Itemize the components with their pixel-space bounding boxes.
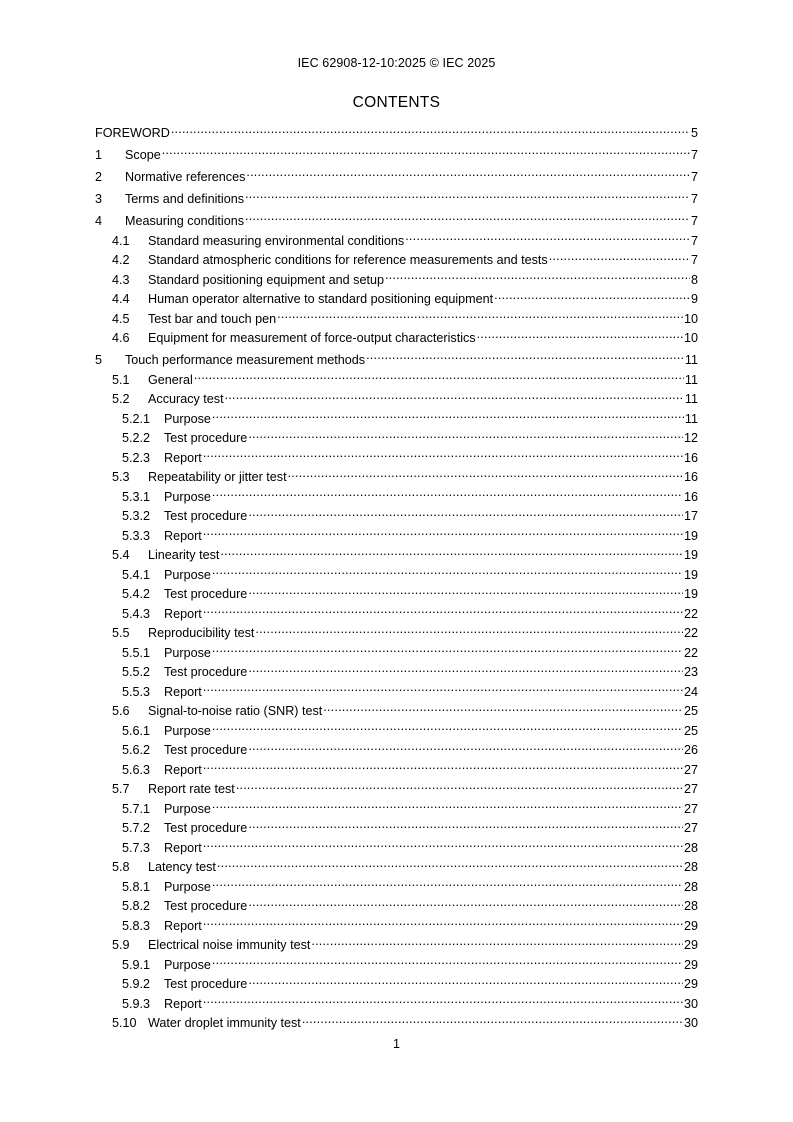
toc-entry-page: 28 [683, 879, 698, 894]
toc-entry-page: 27 [683, 801, 698, 816]
toc-entry[interactable] [95, 144, 698, 166]
contents-title: CONTENTS [352, 94, 441, 111]
dot-leader [248, 819, 683, 832]
toc-entry-number: 5.4.2 [122, 587, 151, 601]
toc-entry[interactable] [95, 232, 698, 252]
dot-leader [245, 190, 690, 203]
dot-leader [203, 839, 683, 852]
toc-entry-title: Report [164, 684, 202, 699]
toc-entry-title: Linearity test [148, 548, 220, 562]
toc-entry[interactable] [95, 290, 698, 310]
toc-entry[interactable] [95, 878, 698, 898]
dot-leader [248, 429, 683, 442]
toc-entry[interactable] [95, 329, 698, 349]
toc-entry-number: 5.3.2 [122, 509, 151, 523]
table-of-contents [95, 124, 698, 1034]
toc-entry[interactable] [95, 702, 698, 722]
toc-entry-number: 5.9.3 [122, 996, 151, 1011]
dot-leader [194, 371, 684, 384]
dot-leader [248, 585, 683, 598]
dot-leader [212, 722, 683, 735]
toc-entry-page: 22 [683, 626, 698, 640]
toc-entry-title: Normative references [125, 169, 246, 184]
dot-leader [405, 232, 690, 245]
toc-entry[interactable] [95, 390, 698, 410]
dot-leader [212, 878, 683, 891]
dot-leader [171, 124, 690, 137]
toc-entry[interactable] [95, 897, 698, 917]
toc-entry[interactable] [95, 722, 698, 742]
toc-entry-number: 5.6.1 [122, 723, 151, 738]
toc-entry-page: 10 [683, 331, 698, 345]
toc-entry-page: 7 [690, 169, 698, 184]
toc-entry-number: 5.9.1 [122, 957, 151, 972]
dot-leader [212, 800, 683, 813]
dot-leader [203, 761, 683, 774]
toc-entry-number: 5.8 [112, 860, 130, 874]
toc-entry-page: 10 [683, 311, 698, 326]
toc-entry[interactable] [95, 410, 698, 430]
toc-entry-page: 23 [683, 665, 698, 679]
toc-entry-title: FOREWORD [95, 126, 170, 140]
toc-entry-title: Report [164, 840, 202, 855]
dot-leader [366, 351, 684, 364]
toc-entry-page: 17 [683, 509, 698, 523]
toc-entry[interactable] [95, 468, 698, 488]
toc-entry-title: Standard measuring environmental conditions [148, 233, 405, 248]
toc-entry[interactable] [95, 995, 698, 1015]
toc-entry-number: 5.10 [112, 1016, 137, 1030]
toc-entry[interactable] [95, 858, 698, 878]
toc-entry-number: 5.5.2 [122, 665, 151, 679]
toc-entry-page: 12 [683, 431, 698, 445]
toc-entry-page: 7 [690, 253, 698, 267]
toc-entry[interactable] [95, 663, 698, 683]
toc-entry-title: Purpose [164, 879, 211, 894]
toc-entry-title: Human operator alternative to standard positioning equipment [148, 292, 494, 306]
dot-leader [203, 917, 683, 930]
toc-entry[interactable] [95, 624, 698, 644]
dot-leader [203, 527, 683, 540]
toc-entry-title: General [148, 372, 193, 387]
toc-entry[interactable] [95, 683, 698, 703]
toc-entry[interactable] [95, 1014, 698, 1034]
toc-entry-title: Report [164, 918, 202, 933]
toc-entry-number: 5.4.3 [122, 606, 151, 621]
toc-entry-number: 5.2.2 [122, 431, 151, 445]
toc-entry[interactable] [95, 488, 698, 508]
toc-entry-title: Report [164, 762, 202, 777]
toc-entry-title: Purpose [164, 801, 211, 816]
toc-entry-title: Measuring conditions [125, 213, 245, 228]
toc-entry-number: 5.1 [112, 372, 130, 387]
toc-entry-page: 30 [683, 1016, 698, 1030]
toc-entry[interactable] [95, 507, 698, 527]
dot-leader [212, 956, 683, 969]
dot-leader [248, 975, 683, 988]
toc-entry-title: Report [164, 996, 202, 1011]
dot-leader [203, 605, 683, 618]
dot-leader [494, 290, 690, 303]
toc-entry-title: Purpose [164, 723, 211, 738]
toc-entry-number: 2 [95, 169, 103, 184]
toc-entry-number: 5.8.3 [122, 918, 151, 933]
dot-leader [248, 663, 683, 676]
toc-entry-number: 5.7.2 [122, 821, 151, 835]
toc-entry-title: Report [164, 528, 202, 543]
toc-entry-number: 5.5 [112, 626, 130, 640]
toc-entry-title: Report rate test [148, 782, 235, 796]
toc-entry[interactable] [95, 956, 698, 976]
toc-entry-title: Report [164, 606, 202, 621]
toc-entry-number: 5.3.3 [122, 528, 151, 543]
toc-entry[interactable] [95, 124, 698, 144]
toc-entry-title: Reproducibility test [148, 626, 255, 640]
toc-entry-number: 5.5.1 [122, 645, 151, 660]
page-number: 1 [393, 1037, 400, 1051]
dot-leader [255, 624, 683, 637]
toc-entry-page: 11 [684, 392, 698, 406]
toc-entry-title: Accuracy test [148, 392, 224, 406]
toc-entry-page: 29 [683, 938, 698, 952]
toc-entry[interactable] [95, 527, 698, 547]
toc-entry[interactable] [95, 449, 698, 469]
toc-entry-page: 29 [683, 957, 698, 972]
toc-entry-title: Purpose [164, 957, 211, 972]
dot-leader [385, 271, 690, 284]
toc-entry-page: 16 [683, 450, 698, 465]
toc-entry-page: 30 [683, 996, 698, 1011]
toc-entry-title: Test procedure [164, 587, 248, 601]
dot-leader [277, 310, 683, 323]
toc-entry-number: 4.4 [112, 292, 130, 306]
dot-leader [288, 468, 683, 481]
dot-leader [212, 644, 683, 657]
toc-entry-title: Test procedure [164, 977, 248, 991]
toc-entry-number: 4.2 [112, 253, 130, 267]
toc-entry-number: 5.4.1 [122, 567, 151, 582]
toc-entry-page: 11 [684, 352, 698, 367]
toc-entry-number: 5.2.1 [122, 411, 151, 426]
toc-entry[interactable] [95, 741, 698, 761]
toc-entry-page: 27 [683, 762, 698, 777]
dot-leader [236, 780, 683, 793]
toc-entry-number: 5.4 [112, 548, 130, 562]
toc-entry-page: 29 [683, 977, 698, 991]
toc-entry-title: Test bar and touch pen [148, 311, 277, 326]
dot-leader [323, 702, 683, 715]
toc-entry-title: Test procedure [164, 431, 248, 445]
toc-entry-title: Purpose [164, 645, 211, 660]
dot-leader [311, 936, 683, 949]
toc-entry-title: Signal-to-noise ratio (SNR) test [148, 704, 323, 718]
toc-entry[interactable] [95, 251, 698, 271]
toc-entry[interactable] [95, 349, 698, 371]
toc-entry-number: 1 [95, 147, 103, 162]
dot-leader [203, 449, 683, 462]
toc-entry-number: 5.9.2 [122, 977, 151, 991]
toc-entry-page: 25 [683, 704, 698, 718]
toc-entry-title: Test procedure [164, 821, 248, 835]
toc-entry-number: 4.5 [112, 311, 130, 326]
toc-entry-page: 26 [683, 743, 698, 757]
toc-entry-page: 7 [690, 233, 698, 248]
dot-leader [248, 741, 683, 754]
toc-entry-page: 28 [683, 840, 698, 855]
toc-entry-page: 27 [683, 782, 698, 796]
toc-entry-page: 16 [683, 489, 698, 504]
page-header: IEC 62908-12-10:2025 © IEC 2025 [297, 56, 496, 70]
dot-leader [549, 251, 690, 264]
toc-entry-page: 16 [683, 470, 698, 484]
toc-entry-number: 5.7.3 [122, 840, 151, 855]
dot-leader [302, 1014, 683, 1027]
toc-entry-page: 5 [690, 126, 698, 140]
toc-entry-number: 5.2 [112, 392, 130, 406]
toc-entry-number: 5.9 [112, 938, 130, 952]
toc-entry-page: 22 [683, 645, 698, 660]
dot-leader [162, 146, 690, 159]
toc-entry[interactable] [95, 936, 698, 956]
toc-entry-page: 19 [683, 548, 698, 562]
toc-entry[interactable] [95, 166, 698, 188]
toc-entry[interactable] [95, 188, 698, 210]
dot-leader [248, 897, 683, 910]
toc-entry-page: 25 [683, 723, 698, 738]
toc-entry-page: 28 [683, 899, 698, 913]
toc-entry[interactable] [95, 210, 698, 232]
toc-entry[interactable] [95, 917, 698, 937]
toc-entry-title: Test procedure [164, 743, 248, 757]
toc-entry-title: Repeatability or jitter test [148, 470, 287, 484]
toc-entry[interactable] [95, 271, 698, 291]
toc-entry-title: Purpose [164, 567, 211, 582]
toc-entry-number: 5.7 [112, 782, 130, 796]
toc-entry-number: 4.3 [112, 272, 130, 287]
toc-entry-number: 4.6 [112, 331, 130, 345]
toc-entry-number: 5.3 [112, 470, 130, 484]
dot-leader [220, 546, 683, 559]
dot-leader [248, 507, 683, 520]
toc-entry-page: 11 [684, 372, 698, 387]
dot-leader [203, 683, 683, 696]
toc-entry[interactable] [95, 761, 698, 781]
dot-leader [212, 566, 683, 579]
toc-entry-number: 5.8.2 [122, 899, 151, 913]
toc-entry-title: Test procedure [164, 665, 248, 679]
toc-entry-title: Test procedure [164, 509, 248, 523]
toc-entry-number: 5.2.3 [122, 450, 151, 465]
toc-entry-page: 28 [683, 860, 698, 874]
toc-entry-title: Test procedure [164, 899, 248, 913]
toc-entry-page: 7 [690, 147, 698, 162]
toc-entry[interactable] [95, 605, 698, 625]
toc-entry[interactable] [95, 839, 698, 859]
toc-entry-number: 5 [95, 352, 103, 367]
toc-entry-page: 19 [683, 567, 698, 582]
toc-entry-page: 29 [683, 918, 698, 933]
toc-entry-page: 11 [684, 411, 698, 426]
toc-entry[interactable] [95, 644, 698, 664]
toc-entry[interactable] [95, 975, 698, 995]
toc-entry-number: 5.3.1 [122, 489, 151, 504]
toc-entry-number: 5.6.2 [122, 743, 151, 757]
toc-entry-page: 24 [683, 684, 698, 699]
dot-leader [477, 329, 683, 342]
toc-entry-number: 4.1 [112, 233, 130, 248]
toc-entry-number: 5.7.1 [122, 801, 151, 816]
toc-entry[interactable] [95, 310, 698, 330]
toc-entry-title: Purpose [164, 411, 211, 426]
toc-entry-number: 5.6.3 [122, 762, 151, 777]
toc-entry[interactable] [95, 585, 698, 605]
dot-leader [217, 858, 683, 871]
toc-entry[interactable] [95, 566, 698, 586]
dot-leader [246, 168, 690, 181]
toc-entry[interactable] [95, 429, 698, 449]
toc-entry-number: 5.5.3 [122, 684, 151, 699]
toc-entry-title: Equipment for measurement of force-output characteristics [148, 331, 476, 345]
toc-entry-page: 27 [683, 821, 698, 835]
toc-entry[interactable] [95, 546, 698, 566]
toc-entry[interactable] [95, 819, 698, 839]
toc-entry-title: Touch performance measurement methods [125, 352, 366, 367]
toc-entry[interactable] [95, 371, 698, 391]
toc-entry-title: Water droplet immunity test [148, 1016, 301, 1030]
toc-entry-title: Standard atmospheric conditions for reference measurements and tests [148, 253, 548, 267]
toc-entry-title: Purpose [164, 489, 211, 504]
toc-entry-page: 7 [690, 213, 698, 228]
toc-entry-title: Scope [125, 147, 161, 162]
toc-entry-page: 19 [683, 528, 698, 543]
dot-leader [212, 410, 684, 423]
toc-entry[interactable] [95, 780, 698, 800]
dot-leader [212, 488, 683, 501]
toc-entry-title: Latency test [148, 860, 216, 874]
dot-leader [245, 212, 690, 225]
toc-entry-number: 3 [95, 191, 103, 206]
toc-entry-number: 4 [95, 213, 103, 228]
dot-leader [203, 995, 683, 1008]
toc-entry-page: 7 [690, 191, 698, 206]
toc-entry-title: Report [164, 450, 202, 465]
toc-entry-title: Standard positioning equipment and setup [148, 272, 384, 287]
toc-entry-title: Terms and definitions [125, 191, 245, 206]
toc-entry-number: 5.6 [112, 704, 130, 718]
toc-entry-number: 5.8.1 [122, 879, 151, 894]
dot-leader [225, 390, 684, 403]
toc-entry-page: 9 [690, 292, 698, 306]
toc-entry-title: Electrical noise immunity test [148, 938, 311, 952]
toc-entry-page: 22 [683, 606, 698, 621]
toc-entry-page: 19 [683, 587, 698, 601]
toc-entry-page: 8 [690, 272, 698, 287]
toc-entry[interactable] [95, 800, 698, 820]
